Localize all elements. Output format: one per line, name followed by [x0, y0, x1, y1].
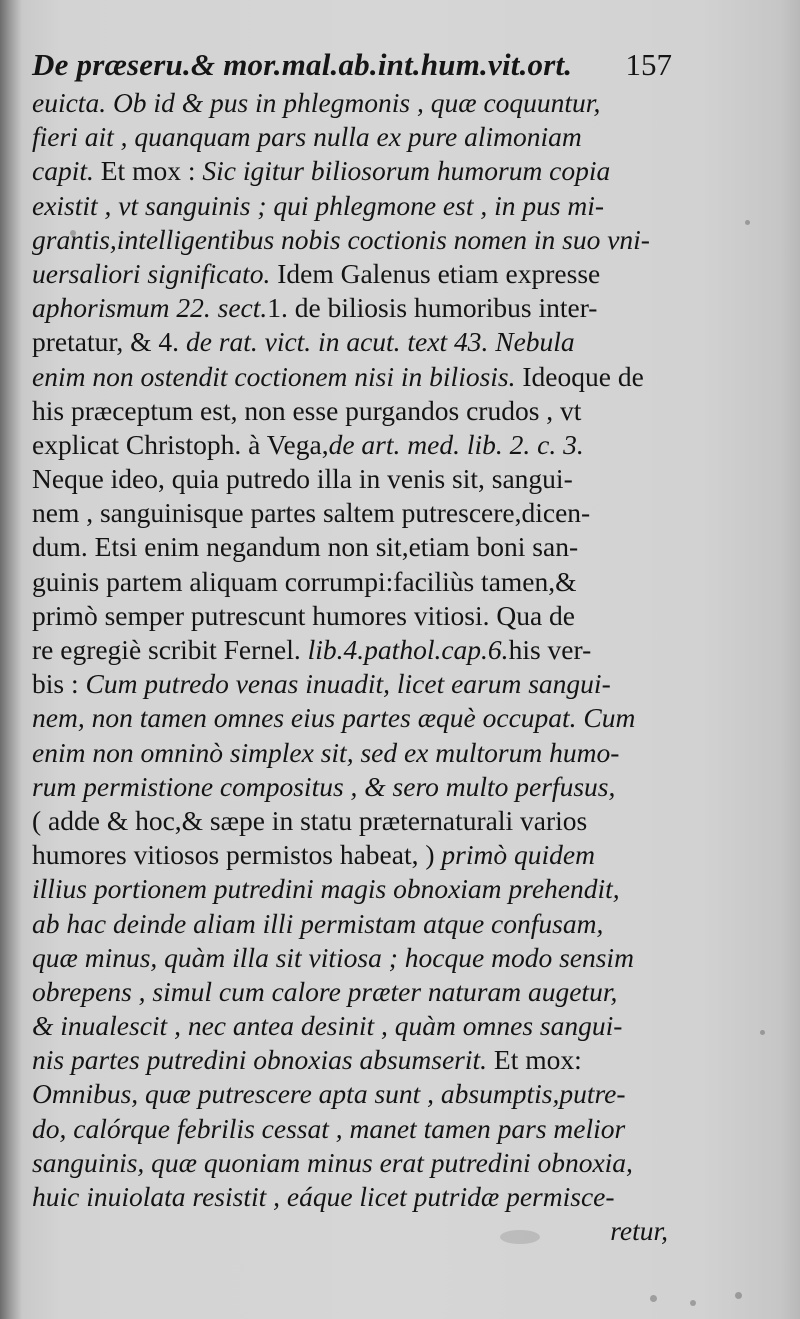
italic-text-segment: de art. med. lib. 2. c. 3. — [328, 428, 584, 460]
text-line — [32, 838, 668, 872]
italic-text-segment: existit , vt sanguinis ; qui phlegmone est , in pus mi- — [32, 189, 605, 221]
italic-text-segment: uersaliori significato. — [32, 257, 271, 289]
italic-text-segment: Omnibus, quæ putrescere apta sunt , absumptis,putre- — [32, 1078, 626, 1110]
text-line — [32, 223, 668, 257]
italic-text-segment: nis partes putredini obnoxias absumserit. — [32, 1044, 488, 1076]
roman-text-segment: primò semper putrescunt humores vitiosi. Qua de — [32, 599, 576, 631]
text-line — [32, 941, 668, 975]
roman-text-segment: guinis partem aliquam corrumpi:faciliùs tamen,& — [32, 565, 577, 597]
text-line — [32, 701, 668, 735]
running-title: De præseru.& mor.mal.ab.int.hum.vit.ort. — [32, 47, 573, 82]
text-line — [32, 291, 668, 325]
text-line — [32, 1009, 668, 1043]
italic-text-segment: Sic igitur biliosorum humorum copia — [202, 155, 611, 187]
roman-text-segment: Et mox: — [487, 1044, 582, 1076]
italic-text-segment: capit. — [32, 155, 94, 187]
ink-speck — [690, 1300, 696, 1306]
text-line — [32, 462, 668, 496]
text-line — [32, 975, 668, 1009]
italic-text-segment: quæ minus, quàm illa sit vitiosa ; hocque modo sensim — [32, 941, 634, 973]
text-line — [32, 360, 668, 394]
text-line — [32, 86, 668, 120]
catchword: retur, — [610, 1215, 668, 1247]
roman-text-segment: re egregiè scribit Fernel. — [32, 634, 308, 665]
roman-text-segment: his ver- — [508, 634, 592, 665]
text-line — [32, 257, 668, 291]
italic-text-segment: illius portionem putredini magis obnoxiam prehendit, — [32, 873, 620, 905]
page-number: 157 — [625, 47, 672, 82]
roman-text-segment: ( adde & hoc,& sæpe in statu præternaturali varios — [32, 804, 588, 836]
text-line — [32, 1146, 668, 1180]
text-line — [32, 872, 668, 906]
italic-text-segment: sanguinis, quæ quoniam minus erat putredini obnoxia, — [32, 1146, 633, 1178]
italic-text-segment: grantis,intelligentibus nobis coctionis nomen in suo vni- — [32, 223, 650, 255]
italic-text-segment: aphorismum 22. sect. — [32, 292, 268, 324]
text-line — [32, 736, 668, 770]
italic-text-segment: enim non omninò simplex sit, sed ex multorum humo- — [32, 736, 620, 768]
text-line — [32, 1043, 668, 1077]
roman-text-segment: Idem Galenus etiam expresse — [270, 257, 601, 289]
page-header — [32, 44, 672, 86]
roman-text-segment: bis : — [32, 668, 86, 700]
text-line — [32, 770, 668, 804]
text-line — [32, 394, 668, 428]
roman-text-segment: humores vitiosos permistos habeat, ) — [32, 839, 442, 871]
body-text — [32, 86, 668, 1248]
roman-text-segment: his præceptum est, non esse purgandos crudos , vt — [32, 394, 582, 426]
italic-text-segment: primò quidem — [441, 839, 595, 871]
roman-text-segment: dum. Etsi enim negandum non sit,etiam boni san- — [32, 531, 579, 563]
roman-text-segment: explicat Christoph. à Vega, — [32, 428, 329, 460]
italic-text-segment: rum permistione compositus , & sero multo perfusus, — [32, 770, 616, 802]
text-line — [32, 633, 668, 667]
italic-text-segment: do, calórque febrilis cessat , manet tamen pars melior — [32, 1112, 626, 1144]
italic-text-segment: huic inuiolata resistit , eáque licet putridæ permisce- — [32, 1181, 615, 1212]
italic-text-segment: fieri ait , quanquam pars nulla ex pure alimoniam — [32, 121, 582, 153]
text-line — [32, 667, 668, 701]
text-line — [32, 189, 668, 223]
text-line — [32, 1077, 668, 1111]
italic-text-segment: ab hac deinde aliam illi permistam atque confusam, — [32, 907, 604, 939]
text-line — [32, 907, 668, 941]
text-line — [32, 804, 668, 838]
text-line — [32, 496, 668, 530]
italic-text-segment: obrepens , simul cum calore præter naturam augetur, — [32, 975, 618, 1007]
text-line — [32, 428, 668, 462]
roman-text-segment: Ideoque de — [515, 360, 644, 392]
italic-text-segment: & inualescit , nec antea desinit , quàm omnes sangui- — [32, 1010, 623, 1042]
italic-text-segment: lib.4.pathol.cap.6. — [307, 634, 509, 665]
roman-text-segment: Et mox : — [93, 155, 203, 187]
text-line — [32, 530, 668, 564]
text-line — [32, 120, 668, 154]
ink-speck — [735, 1292, 742, 1299]
italic-text-segment: Cum putredo venas inuadit, licet earum sangui- — [85, 668, 611, 700]
italic-text-segment: euicta. Ob id & pus in phlegmonis , quæ coquuntur, — [32, 87, 601, 118]
text-line — [32, 1112, 668, 1146]
text-line — [32, 599, 668, 633]
roman-text-segment: 1. de biliosis humoribus inter- — [267, 292, 598, 324]
text-line — [32, 325, 668, 359]
italic-text-segment: nem, non tamen omnes eius partes æquè occupat. Cum — [32, 702, 636, 734]
text-line — [32, 154, 668, 188]
ink-speck — [745, 220, 750, 225]
italic-text-segment: enim non ostendit coctionem nisi in biliosis. — [32, 360, 516, 392]
text-line — [32, 565, 668, 599]
italic-text-segment: de rat. vict. in acut. text 43. Nebula — [185, 326, 575, 358]
ink-speck — [650, 1295, 657, 1302]
roman-text-segment: Neque ideo, quia putredo illa in venis sit, sangui- — [32, 463, 573, 495]
roman-text-segment: pretatur, & 4. — [32, 326, 186, 358]
roman-text-segment: nem , sanguinisque partes saltem putrescere,dicen- — [32, 497, 591, 529]
text-line — [32, 1180, 668, 1214]
ink-speck — [760, 1030, 765, 1035]
